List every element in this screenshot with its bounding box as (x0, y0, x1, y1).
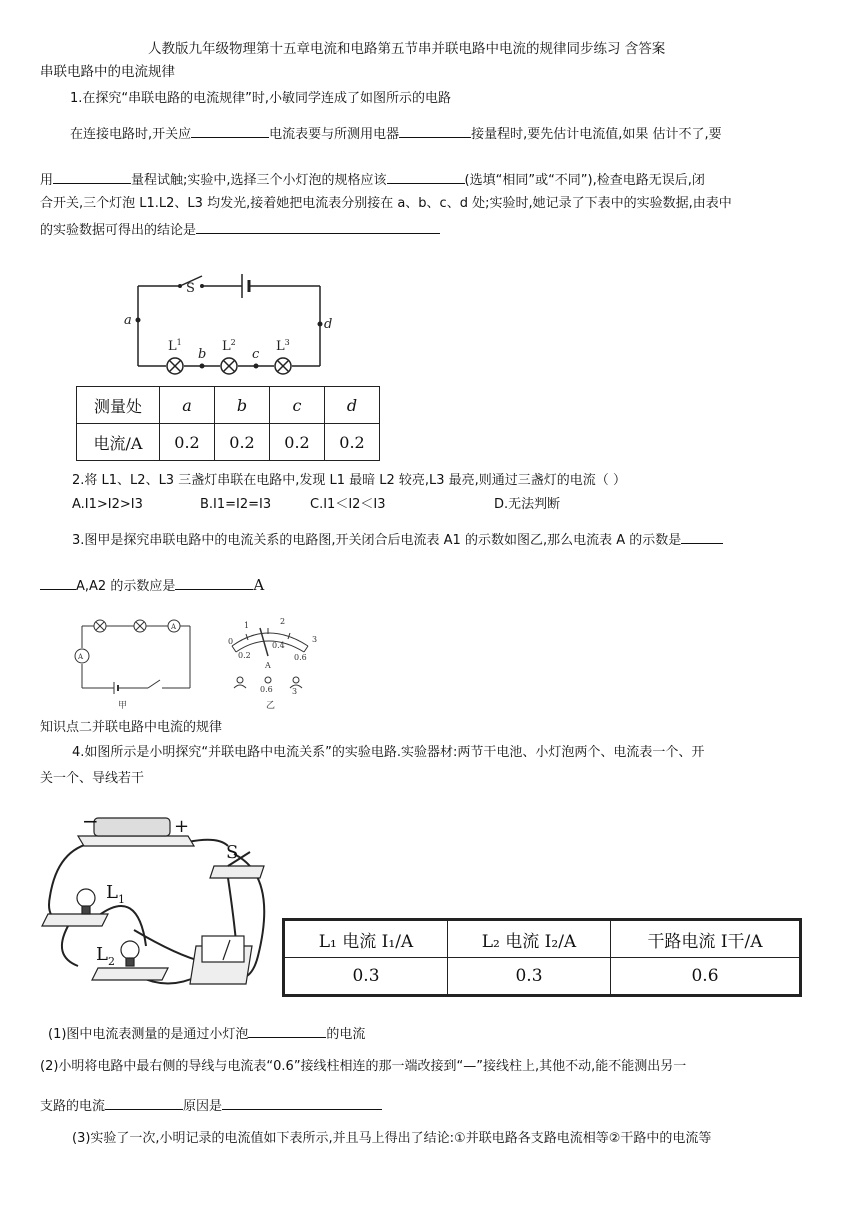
q4-part1 (48, 1024, 365, 1044)
lamp-l2-label: L (222, 339, 231, 354)
q2-option-a[interactable]: A.I1>I2>I3 (72, 497, 143, 512)
q1-text: 用 (40, 173, 54, 188)
section-heading-series: 串联电路中的电流规律 (40, 64, 175, 80)
table-header-cell: L₂ 电流 I₂/A (448, 920, 611, 958)
table-header-cell: a (160, 387, 215, 424)
table-header-cell: L₁ 电流 I₁/A (284, 920, 448, 958)
q4-text: 原因是 (183, 1099, 223, 1114)
figure-yi-ammeter (216, 608, 326, 711)
answer-blank[interactable] (53, 170, 131, 184)
answer-blank[interactable] (399, 124, 471, 138)
answer-blank[interactable] (175, 576, 253, 590)
figure-jia-label: 甲 (118, 701, 128, 711)
answer-blank[interactable] (681, 530, 723, 544)
answer-blank[interactable] (196, 220, 440, 234)
switch-label: S (186, 281, 195, 296)
q1-line4 (40, 220, 440, 240)
scale-label: 0 (228, 637, 234, 646)
answer-blank[interactable] (105, 1096, 183, 1110)
table-header-cell: b (215, 387, 270, 424)
point-c-label: c (252, 347, 260, 362)
table-header-cell: 测量处 (77, 387, 160, 424)
scale-label: 2 (280, 617, 286, 626)
q1-text: 电流表要与所测用电器 (269, 127, 400, 142)
q1-stem: 1.在探究“串联电路的电流规律”时,小敏同学连成了如图所示的电路 (70, 91, 452, 106)
figure-jia-circuit (76, 608, 196, 711)
q4-line2: 关一个、导线若干 (40, 771, 145, 786)
svg-text:L2 (96, 944, 115, 968)
scale-label: 0.6 (294, 653, 307, 662)
table-header-row (77, 387, 380, 424)
q1-line1 (70, 124, 722, 144)
parallel-circuit-figure (38, 806, 278, 1006)
q2-option-d[interactable]: D.无法判断 (494, 497, 561, 512)
svg-text:A: A (78, 653, 84, 661)
table-row (284, 958, 801, 996)
q4-text: 的电流 (326, 1027, 366, 1042)
parallel-current-table (282, 918, 802, 997)
q1-line2 (40, 170, 705, 190)
point-b-label: b (198, 347, 207, 362)
q3-text: A,A2 的示数应是 (76, 579, 176, 594)
table-cell: 0.2 (160, 424, 215, 461)
svg-text:A: A (171, 623, 177, 631)
table-cell: 0.3 (284, 958, 448, 996)
point-a-label: a (124, 313, 132, 328)
scale-label: 0.4 (272, 641, 285, 650)
table-cell: 0.2 (325, 424, 380, 461)
table-cell: 电流/A (77, 424, 160, 461)
lamp-l1-label: L (168, 339, 177, 354)
lamp-l2-label: L (96, 944, 108, 965)
q2-option-b[interactable]: B.I1=I2=I3 (200, 497, 272, 512)
table-header-cell: d (325, 387, 380, 424)
svg-text:L2 (222, 338, 236, 354)
scale-label: 0.2 (238, 651, 251, 660)
table-cell: 0.2 (215, 424, 270, 461)
series-circuit-diagram (110, 262, 350, 372)
answer-blank[interactable] (191, 124, 269, 138)
table-header-cell: 干路电流 I干/A (611, 920, 801, 958)
scale-label: 1 (244, 621, 250, 630)
table-header-row (284, 920, 801, 958)
q1-text: 量程试触;实验中,选择三个小灯泡的规格应该 (131, 173, 387, 188)
q4-text: 支路的电流 (40, 1099, 106, 1114)
table-header-cell: c (270, 387, 325, 424)
answer-blank[interactable] (40, 576, 76, 590)
battery-minus-label: − (82, 809, 99, 833)
table-cell: 0.6 (611, 958, 801, 996)
answer-blank[interactable] (387, 170, 465, 184)
table-cell: 0.2 (270, 424, 325, 461)
terminal-label: 0.6 (260, 685, 273, 694)
svg-text:L1 (168, 338, 182, 354)
scale-label: 3 (312, 635, 318, 644)
switch-label: S (226, 842, 239, 863)
table-cell: 0.3 (448, 958, 611, 996)
figure-yi-label: 乙 (266, 701, 276, 711)
q2-stem: 2.将 L1、L2、L3 三盏灯串联在电路中,发现 L1 最暗 L2 较亮,L3 最亮,则通过三盏灯的电流（ ） (72, 473, 626, 488)
q1-text: 在连接电路时,开关应 (70, 127, 192, 142)
lamp-l1-label: L (106, 882, 118, 903)
section-heading-parallel: 知识点二并联电路中电流的规律 (40, 720, 223, 735)
battery-plus-label: + (174, 816, 190, 837)
q4-part3: (3)实验了一次,小明记录的电流值如下表所示,并且马上得出了结论:①并联电路各支路电流相等②干路中的电流等 (72, 1131, 712, 1146)
svg-text:L3 (276, 338, 290, 354)
lamp-l2-sub: 2 (230, 338, 236, 347)
q1-text: 的实验数据可得出的结论是 (40, 223, 197, 238)
q4-text: (1)图中电流表测量的是通过小灯泡 (48, 1027, 249, 1042)
answer-blank[interactable] (248, 1024, 326, 1038)
lamp-l2-sub: 2 (107, 955, 115, 968)
q3-line2 (40, 576, 264, 596)
point-d-label: d (324, 317, 333, 332)
lamp-l1-sub: 1 (117, 893, 125, 906)
lamp-l1-sub: 1 (176, 338, 182, 347)
meter-unit-label: A (265, 661, 271, 670)
lamp-l3-sub: 3 (284, 338, 290, 347)
q3-unit: A (253, 576, 265, 594)
q4-line1: 4.如图所示是小明探究“并联电路中电流关系”的实验电路.实验器材:两节干电池、小灯泡两个、电流表一个、开 (72, 745, 705, 760)
q3-line1 (72, 530, 723, 550)
measurement-table (76, 386, 380, 461)
svg-text:L1 (106, 882, 125, 906)
lamp-l3-label: L (276, 339, 285, 354)
q1-line3: 合开关,三个灯泡 L1.L2、L3 均发光,接着她把电流表分别接在 a、b、c、d 处;实验时,她记录了下表中的实验数据,由表中 (40, 196, 732, 211)
q4-part2-line1: (2)小明将电路中最右侧的导线与电流表“0.6”接线柱相连的那一端改接到“—”接线柱上,其他不动,能不能测出另一 (40, 1059, 687, 1074)
q1-text: (选填“相同”或“不同”),检查电路无误后,闭 (464, 173, 705, 188)
q1-text: 接量程时,要先估计电流值,如果 估计不了,要 (471, 127, 722, 142)
terminal-label: 3 (292, 687, 298, 696)
q2-option-c[interactable]: C.I1＜I2＜I3 (310, 497, 386, 512)
q4-part2-line2 (40, 1096, 382, 1116)
q3-text: 3.图甲是探究串联电路中的电流关系的电路图,开关闭合后电流表 A1 的示数如图乙,那么电流表 A 的示数是 (72, 533, 682, 548)
page-title: 人教版九年级物理第十五章电流和电路第五节串并联电路中电流的规律同步练习 含答案 (148, 41, 666, 57)
answer-blank[interactable] (222, 1096, 382, 1110)
table-row (77, 424, 380, 461)
